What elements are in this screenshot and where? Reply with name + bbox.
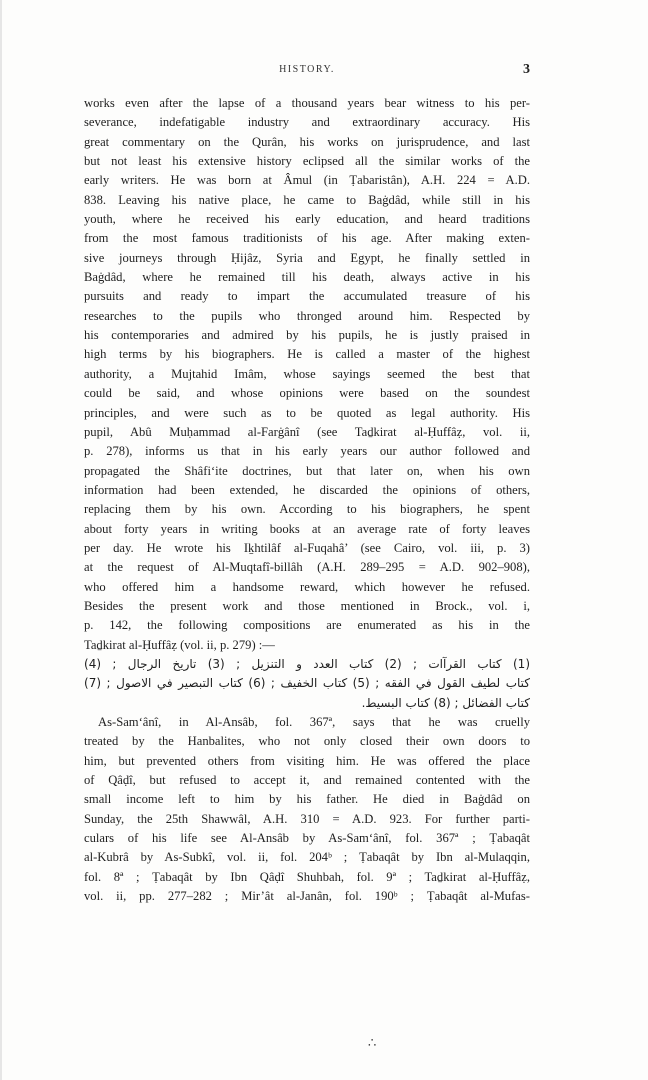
running-head bbox=[84, 62, 530, 80]
text-line: youth, where he received his early education, and heard traditions bbox=[84, 212, 530, 227]
text-line: Besides the present work and those mentioned in Brock., vol. i, bbox=[84, 598, 530, 613]
text-line: from the most famous traditionists of his age. After making exten- bbox=[84, 231, 530, 246]
text-line: about forty years in writing books at an average rate of forty leaves bbox=[84, 521, 530, 536]
arabic-line: (1) كتاب القرآات ; (2) كتاب العدد و التنزيل ; (3) تاريخ الرجال ; (4) bbox=[84, 656, 530, 671]
text-line: could be said, and whose opinions were based on the soundest bbox=[84, 386, 530, 401]
text-line: Taḏkirat al-Ḥuffâẓ (vol. ii, p. 279) :— bbox=[84, 637, 275, 652]
text-line: vol. ii, pp. 277–282 ; Mir’ât al-Janân, fol. 190ᵇ ; Ṭabaqât al-Mufas- bbox=[84, 889, 530, 904]
text-line: information had been extended, he discarded the opinions of others, bbox=[84, 482, 530, 497]
text-line: Sunday, the 25th Shawwâl, A.H. 310 = A.D. 923. For further parti- bbox=[84, 811, 530, 826]
text-line: Baġdâd, where he remained till his death, always active in his bbox=[84, 270, 530, 285]
text-line: p. 142, the following compositions are enumerated as his in the bbox=[84, 618, 530, 633]
text-line: al-Kubrâ by As-Subkî, vol. ii, fol. 204ᵇ ; Ṭabaqât by Ibn al-Mulaqqin, bbox=[84, 850, 530, 865]
text-line: high terms by his biographers. He is called a master of the highest bbox=[84, 347, 530, 362]
text-line: at the request of Al-Muqtafî-billâh (A.H. 289–295 = A.D. 902–908), bbox=[84, 560, 530, 575]
running-title: HISTORY. bbox=[279, 64, 335, 75]
text-line: replacing them by his own. According to his biographers, he spent bbox=[84, 502, 530, 517]
text-line: propagated the Shâfi‘ite doctrines, but that later on, when his own bbox=[84, 463, 530, 478]
text-line: but not least his extensive history eclipsed all the similar works of the bbox=[84, 154, 530, 169]
text-line: principles, and were such as to be quoted as legal authority. His bbox=[84, 405, 530, 420]
text-line: p. 278), informs us that in his early years our author followed and bbox=[84, 444, 530, 459]
text-line: authority, a Mujtahid Imâm, whose sayings seemed the best that bbox=[84, 366, 530, 381]
arabic-line: كتاب الفضائل ; (8) كتاب البسيط. bbox=[361, 695, 530, 710]
text-line: his contemporaries and admired by his pupils, he is justly praised in bbox=[84, 328, 530, 343]
page-number: 3 bbox=[523, 62, 530, 77]
text-line: 838. Leaving his native place, he came to Baġdâd, while still in his bbox=[84, 192, 530, 207]
text-line: early writers. He was born at Âmul (in Ṭabaristân), A.H. 224 = A.D. bbox=[84, 173, 530, 188]
text-line: sive journeys through Ḥijâz, Syria and Egypt, he finally settled in bbox=[84, 250, 530, 265]
text-line: pupil, Abû Muḥammad al-Farġânî (see Taḏkirat al-Ḥuffâẓ, vol. ii, bbox=[84, 424, 530, 439]
text-line: researches to the pupils who thronged around him. Respected by bbox=[84, 308, 530, 323]
text-line: him, but prevented others from visiting him. He was offered the place bbox=[84, 753, 530, 768]
text-line: As-Sam‘ânî, in Al-Ansâb, fol. 367ª, says that he was cruelly bbox=[98, 715, 530, 729]
text-line: fol. 8ª ; Ṭabaqât by Ibn Qâḍî Shuhbah, fol. 9ª ; Taḏkirat al-Ḥuffâẓ, bbox=[84, 869, 530, 884]
text-line: works even after the lapse of a thousand years bear witness to his per- bbox=[84, 96, 530, 110]
text-line: per day. He wrote his Iḵhtilâf al-Fuqahâ’ (see Cairo, vol. iii, p. 3) bbox=[84, 540, 530, 555]
text-line: culars of his life see Al-Ansâb by As-Sam‘ânî, fol. 367ª ; Ṭabaqât bbox=[84, 831, 530, 846]
text-line: treated by the Hanbalites, who not only closed their own doors to bbox=[84, 734, 530, 749]
text-line: severance, indefatigable industry and extraordinary accuracy. His bbox=[84, 115, 530, 130]
text-line: pursuits and ready to impart the accumulated treasure of his bbox=[84, 289, 530, 304]
arabic-line: كتاب لطيف القول في الفقه ; (5) كتاب الخفيف ; (6) كتاب التبصير في الاصول ; (7) bbox=[84, 676, 530, 691]
text-line: who offered him a handsome reward, which however he refused. bbox=[84, 579, 530, 594]
page-edge-shadow bbox=[0, 0, 2, 1080]
body-text bbox=[84, 94, 530, 906]
text-line: of Qâḍî, but refused to accept it, and remained contented with the bbox=[84, 773, 530, 788]
footer-mark: ∴ bbox=[368, 1036, 377, 1051]
text-line: great commentary on the Qurân, his works on jurisprudence, and last bbox=[84, 134, 530, 149]
text-line: small income left to him by his father. He died in Baġdâd on bbox=[84, 792, 530, 807]
